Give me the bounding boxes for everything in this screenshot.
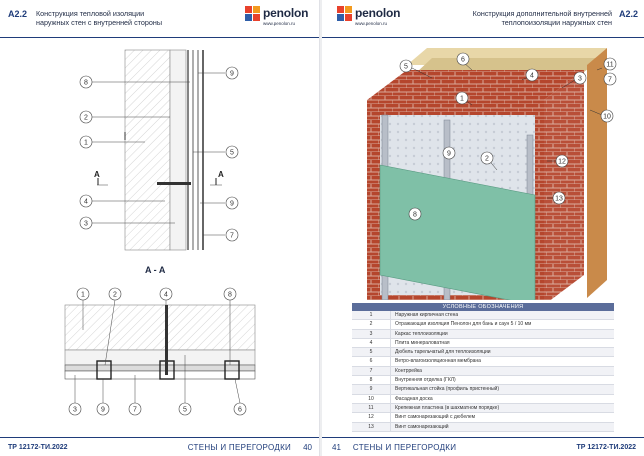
title-line-2: теплопоизоляции наружных стен bbox=[501, 18, 612, 27]
legend-text: Наружная кирпичная стена bbox=[395, 312, 459, 318]
facade-board bbox=[587, 48, 607, 298]
page-right bbox=[322, 0, 644, 456]
legend-text: Дюбель тарельчатый для теплоизоляции bbox=[395, 349, 491, 356]
callout-b5: 5 bbox=[183, 406, 187, 414]
legend-text: Контррейка bbox=[395, 367, 422, 374]
callout-r12: 12 bbox=[558, 158, 566, 166]
callout-5: 5 bbox=[230, 149, 234, 157]
legend-row bbox=[352, 311, 614, 320]
logo-text: penolon bbox=[263, 6, 309, 20]
title-line-1: Конструкция дополнительной внутренней bbox=[472, 9, 612, 18]
title-line-2: наружных стен с внутренней стороны bbox=[36, 18, 162, 27]
section-mark-right: A bbox=[218, 170, 224, 179]
legend-row bbox=[352, 339, 614, 348]
legend-row bbox=[352, 404, 614, 413]
legend-number: 8 bbox=[352, 376, 391, 384]
callout-b7: 7 bbox=[133, 406, 137, 414]
legend-row bbox=[352, 395, 614, 404]
penolon-logo-mark bbox=[337, 6, 353, 22]
legend-text: Каркас теплоизоляции bbox=[395, 330, 448, 337]
section-label: A - A bbox=[145, 265, 166, 275]
legend-text: Фасадная доска bbox=[395, 395, 433, 402]
title-line-1: Конструкция тепловой изоляции bbox=[36, 9, 145, 18]
legend-row bbox=[352, 348, 614, 357]
callout-r9: 9 bbox=[447, 150, 451, 158]
legend-number: 4 bbox=[352, 339, 391, 347]
legend-text: Внутренняя отделка (ГКЛ) bbox=[395, 377, 456, 384]
legend-row bbox=[352, 413, 614, 422]
callout-r10: 10 bbox=[603, 113, 611, 121]
legend-text: Плита минераловатная bbox=[395, 339, 450, 346]
dowel bbox=[157, 182, 191, 185]
isometric-wall-illustration bbox=[322, 40, 644, 300]
legend-table bbox=[352, 303, 614, 432]
wall-plan bbox=[65, 305, 255, 350]
callout-1: 1 bbox=[84, 139, 88, 147]
legend-number: 6 bbox=[352, 357, 391, 365]
footer-doc-code: ТР 12172-ТИ.2022 bbox=[576, 443, 636, 451]
penolon-logo-mark bbox=[245, 6, 261, 22]
legend-text: Вертикальная стойка (профиль пристенный) bbox=[395, 386, 500, 393]
page-left bbox=[0, 0, 320, 456]
drawing-title bbox=[450, 9, 612, 27]
legend-row bbox=[352, 423, 614, 432]
drawing-title bbox=[36, 9, 162, 27]
callout-r3: 3 bbox=[578, 75, 582, 83]
header-rule bbox=[322, 37, 644, 38]
legend-number: 7 bbox=[352, 367, 391, 375]
legend-text: Отражающая изоляция Пенолон для бань и саун 5 / 10 мм bbox=[395, 321, 532, 328]
callout-b4: 4 bbox=[164, 291, 168, 299]
legend-number: 9 bbox=[352, 385, 391, 393]
legend-row bbox=[352, 367, 614, 376]
legend-row bbox=[352, 376, 614, 385]
legend-number: 11 bbox=[352, 404, 391, 412]
callout-9b: 9 bbox=[230, 200, 234, 208]
callout-r1: 1 bbox=[460, 95, 464, 103]
callout-b3: 3 bbox=[73, 406, 77, 414]
footer-section: СТЕНЫ И ПЕРЕГОРОДКИ bbox=[352, 442, 457, 452]
callout-b9: 9 bbox=[101, 406, 105, 414]
callout-r11: 11 bbox=[606, 61, 614, 69]
legend-row bbox=[352, 385, 614, 394]
callout-r13: 13 bbox=[555, 195, 563, 203]
footer-doc-code: ТР 12172-ТИ.2022 bbox=[8, 443, 68, 451]
drawing-code: A2.2 bbox=[8, 9, 28, 19]
header-rule bbox=[0, 37, 320, 38]
drawing-code: A2.2 bbox=[619, 9, 639, 19]
legend-number: 5 bbox=[352, 348, 391, 356]
legend-title: УСЛОВНЫЕ ОБОЗНАЧЕНИЯ bbox=[352, 303, 614, 311]
logo-url: www.penolon.ru bbox=[355, 21, 388, 26]
horizontal-section-drawing bbox=[5, 285, 305, 425]
callout-b6: 6 bbox=[238, 406, 242, 414]
footer-left bbox=[0, 437, 320, 456]
page-number: 40 bbox=[303, 442, 312, 452]
legend-text: Ветро-влагоизоляционная мембрана bbox=[395, 358, 481, 365]
penolon-logo bbox=[337, 6, 401, 26]
logo-url: www.penolon.ru bbox=[263, 21, 296, 26]
callout-r8: 8 bbox=[413, 211, 417, 219]
callout-r4: 4 bbox=[530, 72, 534, 80]
brick-wall-section bbox=[125, 50, 170, 250]
callout-b8: 8 bbox=[228, 291, 232, 299]
legend-number: 2 bbox=[352, 320, 391, 328]
page-number: 41 bbox=[332, 442, 341, 452]
vertical-section-drawing bbox=[0, 40, 320, 300]
callout-9a: 9 bbox=[230, 70, 234, 78]
legend-number: 10 bbox=[352, 395, 391, 403]
footer-right bbox=[322, 437, 644, 456]
callout-b1: 1 bbox=[81, 291, 85, 299]
callout-4: 4 bbox=[84, 198, 88, 206]
legend-number: 13 bbox=[352, 423, 391, 431]
callout-2: 2 bbox=[84, 114, 88, 122]
callout-b2: 2 bbox=[113, 291, 117, 299]
callout-r6: 6 bbox=[461, 56, 465, 64]
insulation-layer bbox=[170, 50, 186, 250]
callout-3: 3 bbox=[84, 220, 88, 228]
legend-text: Винт самонарезающий bbox=[395, 423, 449, 430]
footer-section: СТЕНЫ И ПЕРЕГОРОДКИ bbox=[187, 442, 292, 452]
legend-number: 12 bbox=[352, 413, 391, 421]
penolon-logo bbox=[245, 6, 309, 26]
section-mark-left: A bbox=[94, 170, 100, 179]
legend-row bbox=[352, 357, 614, 366]
legend-text: Винт самонарезающий с дюбелем bbox=[395, 414, 476, 421]
legend-text: Крепежная пластина (в шахматном порядке) bbox=[395, 404, 500, 411]
callout-7: 7 bbox=[230, 232, 234, 240]
logo-text: penolon bbox=[355, 6, 401, 20]
legend-number: 3 bbox=[352, 330, 391, 338]
callout-r5: 5 bbox=[404, 63, 408, 71]
legend-number: 1 bbox=[352, 311, 391, 319]
callout-r7: 7 bbox=[608, 76, 612, 84]
callout-r2: 2 bbox=[485, 155, 489, 163]
legend-row bbox=[352, 320, 614, 329]
callout-8: 8 bbox=[84, 79, 88, 87]
legend-row bbox=[352, 330, 614, 339]
